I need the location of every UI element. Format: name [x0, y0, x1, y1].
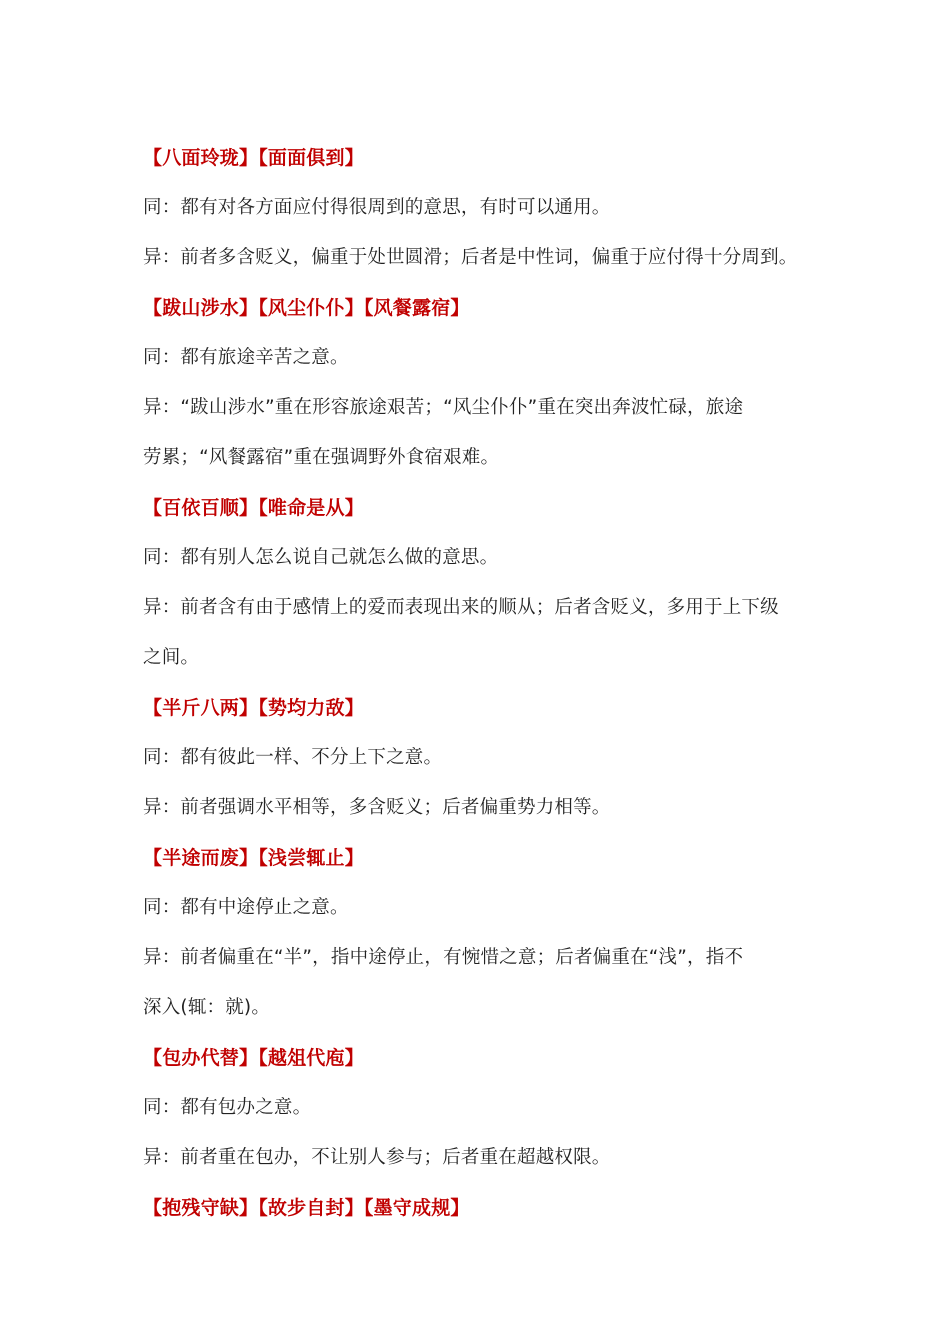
idiom-entry	[143, 483, 810, 683]
similarity-text: 同：都有包办之意。	[143, 1097, 312, 1118]
idiom-entry	[143, 683, 810, 833]
similarity-text: 同：都有彼此一样、不分上下之意。	[143, 747, 443, 768]
difference-text: 异：前者偏重在“半”，指中途停止，有惋惜之意；后者偏重在“浅”，指不	[143, 947, 744, 968]
difference-text-continued: 深入(辄：就)。	[143, 997, 271, 1018]
idiom-heading: 【抱残守缺】【故步自封】【墨守成规】	[143, 1197, 470, 1219]
similarity-text: 同：都有对各方面应付得很周到的意思，有时可以通用。	[143, 197, 611, 218]
difference-text: 异：前者重在包办，不让别人参与；后者重在超越权限。	[143, 1147, 611, 1168]
idiom-entry	[143, 1183, 810, 1233]
idiom-heading: 【百依百顺】【唯命是从】	[143, 497, 364, 519]
difference-text: 异：前者强调水平相等，多含贬义；后者偏重势力相等。	[143, 797, 611, 818]
difference-text-continued: 之间。	[143, 647, 200, 668]
difference-text: 异：“跋山涉水”重在形容旅途艰苦；“风尘仆仆”重在突出奔波忙碌，旅途	[143, 397, 744, 418]
idiom-entry	[143, 133, 810, 283]
idiom-entry	[143, 833, 810, 1033]
similarity-text: 同：都有旅途辛苦之意。	[143, 347, 349, 368]
difference-text: 异：前者含有由于感情上的爱而表现出来的顺从；后者含贬义，多用于上下级	[143, 597, 779, 618]
idiom-entry	[143, 1033, 810, 1183]
difference-text: 异：前者多含贬义，偏重于处世圆滑；后者是中性词，偏重于应付得十分周到。	[143, 247, 798, 268]
similarity-text: 同：都有别人怎么说自己就怎么做的意思。	[143, 547, 499, 568]
idiom-heading: 【包办代替】【越俎代庖】	[143, 1047, 364, 1069]
idiom-heading: 【八面玲珑】【面面俱到】	[143, 147, 364, 169]
similarity-text: 同：都有中途停止之意。	[143, 897, 349, 918]
idiom-heading: 【半斤八两】【势均力敌】	[143, 697, 364, 719]
idiom-heading: 【半途而废】【浅尝辄止】	[143, 847, 364, 869]
idiom-entry	[143, 283, 810, 483]
difference-text-continued: 劳累；“风餐露宿”重在强调野外食宿艰难。	[143, 447, 500, 468]
idiom-heading: 【跋山涉水】【风尘仆仆】【风餐露宿】	[143, 297, 470, 319]
